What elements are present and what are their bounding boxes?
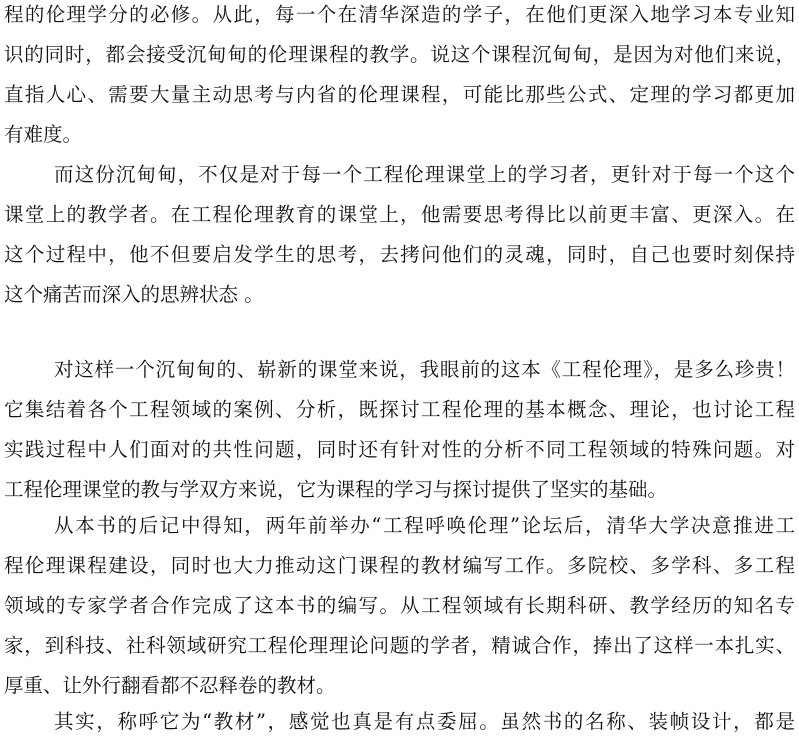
paragraph: [4, 506, 795, 706]
paragraph: [4, 702, 795, 742]
text-line: 课堂上的教学者。在工程伦理教育的课堂上，他需要思考得比以前更丰富、更深入。在: [4, 203, 795, 226]
text-line: 工程伦理课堂的教与学双方来说，它为课程的学习与探讨提供了坚实的基础。: [4, 478, 668, 501]
text-line: 领域的专家学者合作完成了这本书的编写。从工程领域有长期科研、教学经历的知名专: [4, 594, 795, 617]
text-line: 程伦理课程建设，同时也大力推动这门课程的教材编写工作。多院校、多学科、多工程: [4, 554, 795, 577]
text-line: 这个痛苦而深入的思辨状态 。: [4, 283, 264, 306]
text-line: 对这样一个沉甸甸的、崭新的课堂来说，我眼前的这本《工程伦理》，是多么珍贵！: [54, 358, 795, 381]
text-line: 它集结着各个工程领域的案例、分析，既探讨工程伦理的基本概念、理论，也讨论工程: [4, 398, 795, 421]
text-line: 而这份沉甸甸，不仅是对于每一个工程伦理课堂上的学习者，更针对于每一个这个: [54, 163, 795, 186]
paragraph: [4, 350, 795, 510]
paragraph: [4, 155, 795, 315]
text-line: 程的伦理学分的必修。从此，每一个在清华深造的学子，在他们更深入地学习本专业知: [4, 3, 795, 26]
text-line: 实践过程中人们面对的共性问题，同时还有针对性的分析不同工程领域的特殊问题。对: [4, 438, 795, 461]
text-line: 直指人心、需要大量主动思考与内省的伦理课程，可能比那些公式、定理的学习都更加: [4, 83, 795, 106]
text-line: 识的同时，都会接受沉甸甸的伦理课程的教学。说这个课程沉甸甸，是因为对他们来说，: [4, 43, 795, 66]
paragraph: [4, 0, 795, 155]
text-line: 其实，称呼它为“教材”，感觉也真是有点委屈。虽然书的名称、装帧设计，都是: [54, 710, 795, 733]
text-line: 厚重、让外行翻看都不忍释卷的教材。: [4, 674, 336, 697]
text-line: 有难度。: [4, 123, 83, 146]
text-line: 这个过程中，他不但要启发学生的思考，去拷问他们的灵魂，同时，自己也要时刻保持: [4, 243, 795, 266]
text-line: 从本书的后记中得知，两年前举办“工程呼唤伦理”论坛后，清华大学决意推进工: [54, 514, 795, 537]
text-line: 家，到科技、社科领域研究工程伦理理论问题的学者，精诚合作，捧出了这样一本扎实、: [4, 634, 795, 657]
